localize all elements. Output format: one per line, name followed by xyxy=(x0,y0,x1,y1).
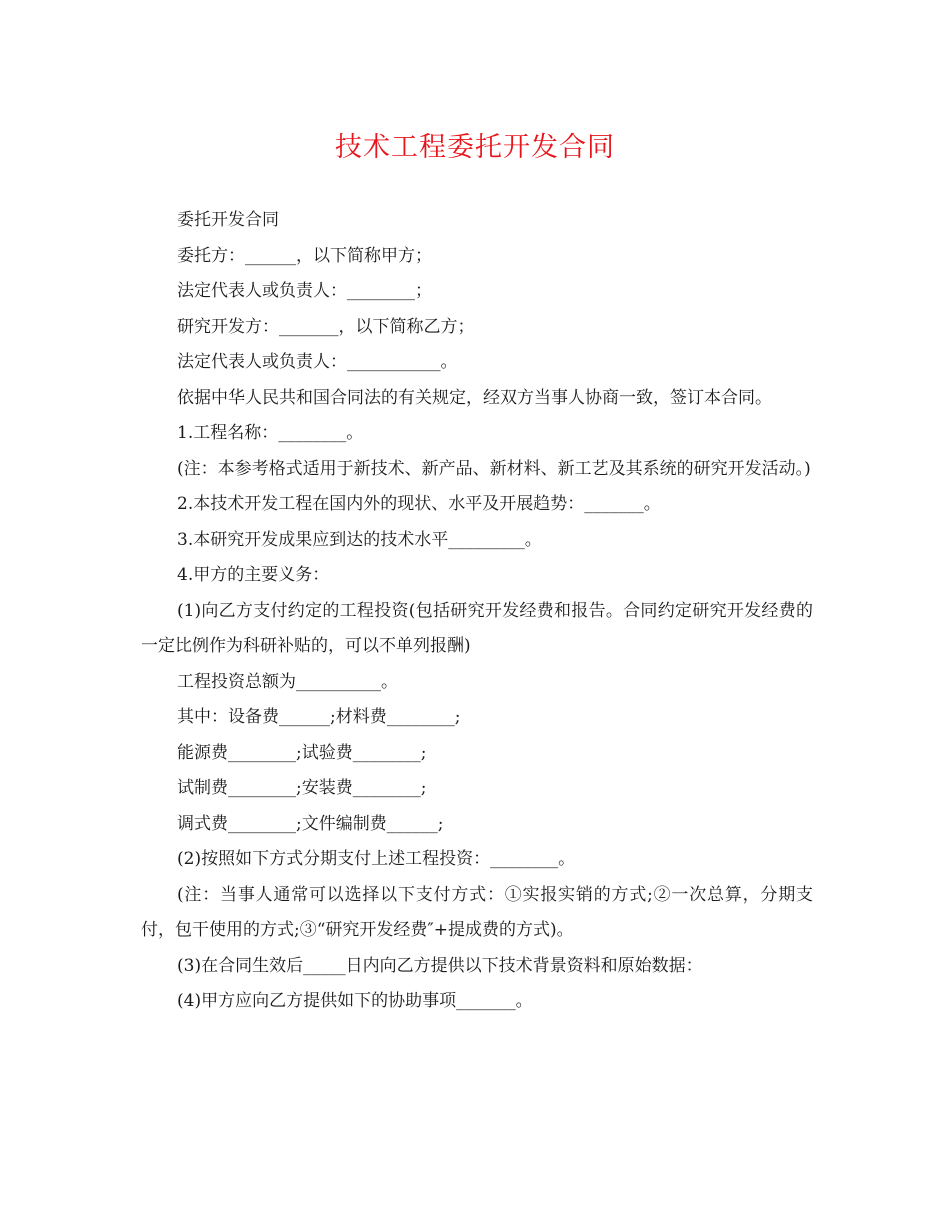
paragraph: 其中：设备费______;材料费________; xyxy=(177,707,461,727)
paragraph: 委托开发合同 xyxy=(177,210,279,230)
paragraph: 调式费________;文件编制费______; xyxy=(177,813,444,834)
paragraph: (2)按照如下方式分期支付上述工程投资：________。 xyxy=(177,849,576,869)
document-body xyxy=(141,203,813,1020)
paragraph: 4.甲方的主要义务： xyxy=(177,565,330,585)
paragraph: 法定代表人或负责人：________； xyxy=(177,281,432,301)
paragraph: 1.工程名称：________。 xyxy=(177,423,364,443)
paragraph: 研究开发方：_______，以下简称乙方； xyxy=(177,316,475,337)
paragraph: 3.本研究开发成果应到达的技术水平_________。 xyxy=(177,529,542,550)
paragraph: (3)在合同生效后_____日内向乙方提供以下技术背景资料和原始数据： xyxy=(177,955,703,976)
paragraph: 能源费________;试验费________; xyxy=(177,742,427,763)
paragraph: (1)向乙方支付约定的工程投资(包括研究开发经费和报告。合同约定研究开发经费的一定比例作为科研补贴的，可以不单列报酬) xyxy=(141,600,813,656)
paragraph: 法定代表人或负责人：___________。 xyxy=(177,352,458,372)
paragraph: 委托方：______，以下简称甲方； xyxy=(177,245,432,266)
paragraph: 试制费________;安装费________; xyxy=(177,778,427,798)
paragraph: 依据中华人民共和国合同法的有关规定，经双方当事人协商一致，签订本合同。 xyxy=(177,387,772,408)
paragraph: 2.本技术开发工程在国内外的现状、水平及开展趋势：_______。 xyxy=(177,494,661,514)
paragraph: (注：本参考格式适用于新技术、新产品、新材料、新工艺及其系统的研究开发活动。) xyxy=(177,458,811,479)
document-title: 技术工程委托开发合同 xyxy=(335,132,615,163)
paragraph: (注：当事人通常可以选择以下支付方式：①实报实销的方式;②一次总算，分期支付，包干使用的方式;③“研究开发经费″+提成费的方式)。 xyxy=(141,884,813,940)
paragraph: 工程投资总额为__________。 xyxy=(177,671,398,692)
paragraph: (4)甲方应向乙方提供如下的协助事项_______。 xyxy=(177,991,533,1011)
